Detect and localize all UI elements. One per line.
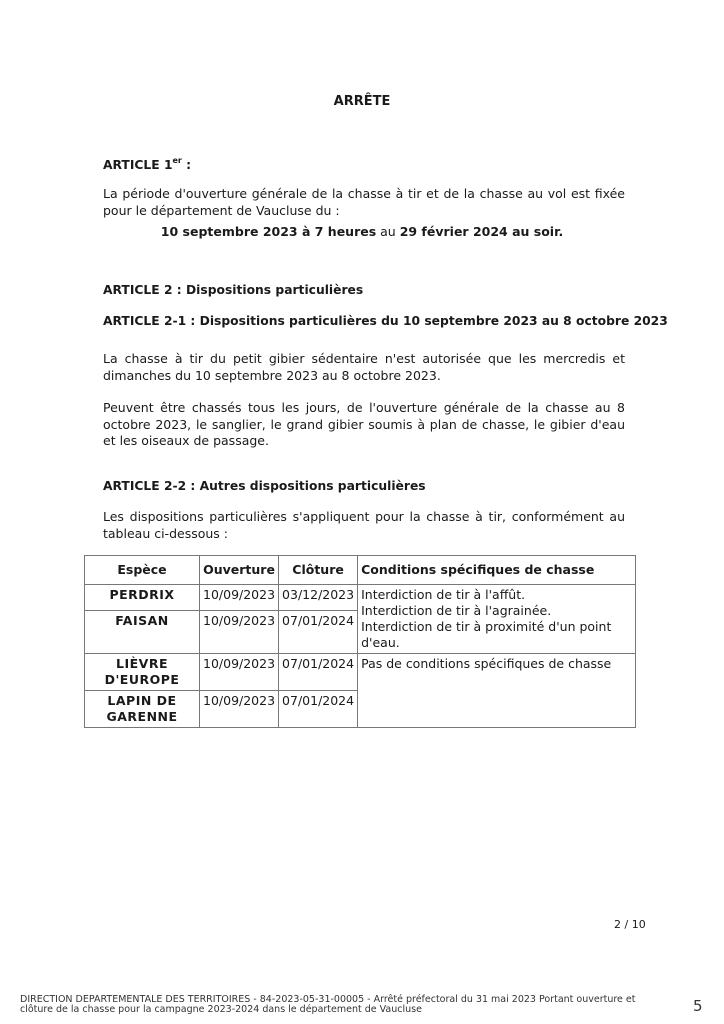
- article-2-2-heading: ARTICLE 2-2 : Autres dispositions particulières: [103, 479, 426, 493]
- article-2-heading: ARTICLE 2 : Dispositions particulières: [103, 283, 364, 297]
- header-opening: Ouverture: [200, 556, 279, 585]
- species-cell: PERDRIX: [85, 585, 200, 611]
- table-header-row: [85, 556, 636, 585]
- opening-cell: 10/09/2023: [200, 585, 279, 611]
- header-conditions: Conditions spécifiques de chasse: [358, 556, 636, 585]
- condition-line: Interdiction de tir à l'agrainée.: [361, 603, 552, 618]
- table-row: [85, 585, 636, 611]
- article-2-1-paragraph-2: Peuvent être chassés tous les jours, de l'ouverture générale de la chasse au 8 octobre 2023, le sanglier, le grand gibier soumis à plan de chasse, le gibier d'eau et les oiseaux de passage.: [103, 400, 625, 448]
- article-1-heading-prefix: ARTICLE 1: [103, 158, 173, 172]
- species-cell: LIÈVRE D'EUROPE: [85, 654, 200, 691]
- start-date: 10 septembre 2023 à 7 heures: [160, 224, 377, 239]
- condition-line: Interdiction de tir à proximité d'un point d'eau.: [361, 619, 612, 650]
- end-date: 29 février 2024 au soir.: [399, 224, 564, 239]
- article-1-heading: [103, 156, 191, 172]
- table-row: [85, 654, 636, 691]
- opening-cell: 10/09/2023: [200, 611, 279, 654]
- species-cell: FAISAN: [85, 611, 200, 654]
- condition-line: Interdiction de tir à l'affût.: [361, 587, 526, 602]
- article-1-text: La période d'ouverture générale de la chasse à tir et de la chasse au vol est fixée pour le département de Vaucluse du :: [103, 186, 625, 218]
- page-number: 2 / 10: [614, 918, 646, 931]
- species-table: [84, 555, 636, 728]
- header-species: Espèce: [85, 556, 200, 585]
- closing-cell: 03/12/2023: [279, 585, 358, 611]
- closing-cell: 07/01/2024: [279, 611, 358, 654]
- opening-cell: 10/09/2023: [200, 691, 279, 728]
- article-1-dates: [0, 224, 724, 239]
- article-2-1-heading: ARTICLE 2-1 : Dispositions particulières du 10 septembre 2023 au 8 octobre 2023: [103, 314, 668, 328]
- article-1-heading-sup: er: [172, 156, 182, 165]
- article-2-2-text: Les dispositions particulières s'appliquent pour la chasse à tir, conformément au tableau ci-dessous :: [103, 509, 625, 541]
- closing-cell: 07/01/2024: [279, 691, 358, 728]
- closing-cell: 07/01/2024: [279, 654, 358, 691]
- article-1-heading-suffix: :: [181, 158, 192, 172]
- species-cell: LAPIN DE GARENNE: [85, 691, 200, 728]
- header-closing: Clôture: [279, 556, 358, 585]
- conditions-cell: Pas de conditions spécifiques de chasse: [358, 654, 636, 728]
- page-title: ARRÊTE: [333, 94, 391, 109]
- article-2-1-paragraph-1: La chasse à tir du petit gibier sédentaire n'est autorisée que les mercredis et dimanches du 10 septembre 2023 au 8 octobre 2023.: [103, 351, 625, 383]
- conditions-cell: [358, 585, 636, 654]
- opening-cell: 10/09/2023: [200, 654, 279, 691]
- footer-page-number: 5: [693, 997, 703, 1015]
- footer-text: DIRECTION DEPARTEMENTALE DES TERRITOIRES - 84-2023-05-31-00005 - Arrêté préfectoral du 31 mai 2023 Portant ouverture et clôture de la chasse pour la campagne 2023-2024 dans le département de Vaucluse: [20, 994, 636, 1015]
- dates-connector: au: [376, 224, 400, 239]
